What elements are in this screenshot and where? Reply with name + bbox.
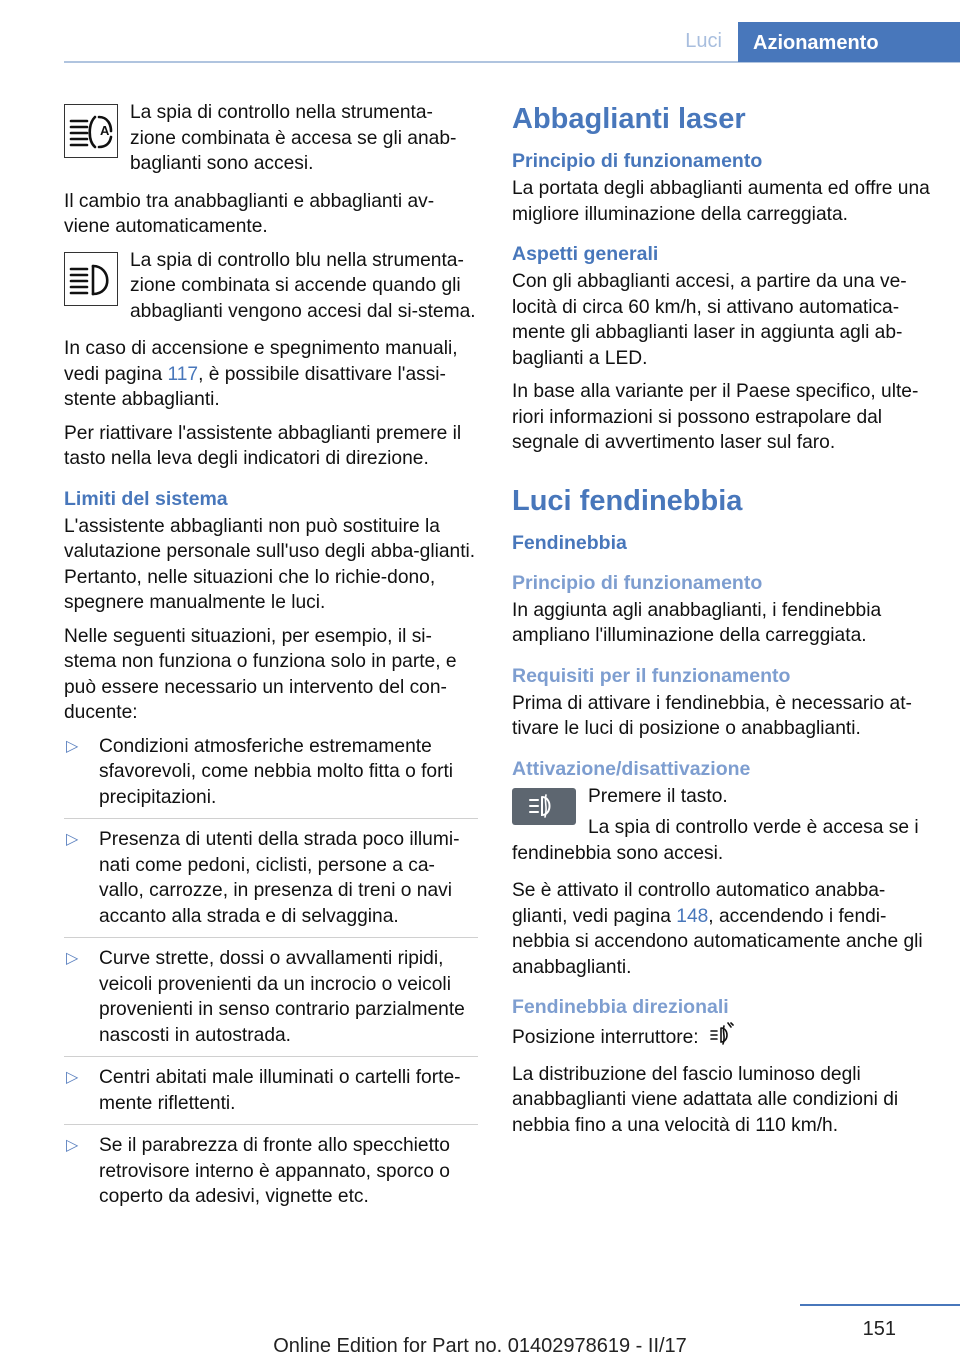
list-item-text: Condizioni atmosferiche estremamente sfavorevoli, come nebbia molto fitta o forti precipitazioni. [99,735,454,808]
list-item [64,827,478,938]
paragraph: L'assistente abbaglianti non può sostituire la valutazione personale sull'uso degli abba-glianti. Pertanto, nelle situazioni che lo richie-dono, spegnere manualmente le luci. [64,515,476,613]
edition-footer: Online Edition for Part no. 01402978619 - II/17 [273,1335,687,1357]
paragraph: La distribuzione del fascio luminoso degli anabbaglianti viene adattata alle condizioni di nebbia fino a una velocità di 110 km/h. [512,1063,899,1136]
fog-light-switch-icon [709,1022,735,1054]
paragraph: La portata degli abbaglianti aumenta ed offre una migliore illuminazione della carreggiata. [512,178,930,225]
heading-directional-fog: Fendinebbia direzionali [512,996,729,1018]
paragraph [512,878,930,980]
paragraph: Con gli abbaglianti accesi, a partire da una ve-locità di circa 60 km/h, si attivano automatica-mente gli abbaglianti laser in aggiunta agli ab-baglianti a LED. [512,271,907,369]
triangle-bullet-icon: ▷ [66,950,79,967]
high-beam-icon [64,252,118,306]
icon2-text: La spia di controllo blu nella strumenta-zione combinata si accende quando gli abbaglianti vengono accesi dal si-stema. [130,249,476,322]
fog-button-block [512,784,930,867]
svg-text:A: A [100,123,110,138]
header-chapter-tab: Azionamento [738,22,960,62]
text: In caso di accensione e spegnimento manuali, vedi pagina [64,338,458,385]
heading-principle: Principio di funzionamento [512,571,763,594]
page-link-148[interactable]: 148 [676,905,709,927]
right-column [512,100,930,1146]
paragraph [512,1022,930,1054]
heading-fog-lights: Luci fendinebbia [512,484,743,517]
text: , accendendo i fendi-nebbia si accendono automaticamente anche gli anabbaglianti. [512,905,923,978]
paragraph: Il cambio tra anabbaglianti e abbaglianti av-viene automaticamente. [64,190,435,237]
triangle-bullet-icon: ▷ [66,737,79,755]
list-item-text: Curve strette, dossi o avvallamenti ripidi, veicoli provenienti da un incrocio o veicoli provenienti in senso contrario parzialmente nascosti in autostrada. [99,948,465,1046]
limitations-list [64,734,478,1218]
page-link-117[interactable]: 117 [167,363,199,385]
high-beam-block [64,248,478,325]
fog-light-button-icon [512,788,576,825]
page-number: 151 [862,1318,896,1340]
heading-system-limits: Limiti del sistema [64,487,228,510]
paragraph: Nelle seguenti situazioni, per esempio, il si-stema non funziona o funziona solo in parte, e può essere necessario un intervento del con-ducente: [64,625,457,723]
heading-principle: Principio di funzionamento [512,150,763,172]
list-item-text: Se il parabrezza di fronte allo specchietto retrovisore interno è appannato, sporco o coperto da adesivi, vignette etc. [99,1135,450,1207]
paragraph: In base alla variante per il Paese specifico, ulte-riori informazioni si possono estrapolare dal segnale di avvertimento laser sul faro. [512,381,919,453]
list-item [64,1133,478,1218]
text: Posizione interruttore: [512,1026,699,1048]
heading-general: Aspetti generali [512,243,659,265]
heading-fog-sub: Fendinebbia [512,531,627,554]
left-column [64,100,478,1226]
paragraph: Prima di attivare i fendinebbia, è necessario at-tivare le luci di posizione o anabbaglianti. [512,692,912,739]
header-section: Luci [685,30,722,52]
triangle-bullet-icon: ▷ [66,1137,79,1154]
footer-rule [800,1304,960,1306]
button-text: La spia di controllo verde è accesa se i fendinebbia sono accesi. [512,817,919,864]
auto-high-beam-assist-icon [64,104,118,158]
heading-requirements: Requisiti per il funzionamento [512,664,791,687]
text: Se è attivato il controllo automatico anabba-glianti, vedi pagina [512,880,886,927]
triangle-bullet-icon: ▷ [66,831,79,848]
button-text: Premere il tasto. [588,785,728,807]
paragraph [64,336,478,413]
paragraph: In aggiunta agli anabbaglianti, i fendinebbia ampliano l'illuminazione della carreggiata. [512,599,882,646]
paragraph: Per riattivare l'assistente abbaglianti premere il tasto nella leva degli indicatori di direzione. [64,422,462,469]
list-item [64,946,478,1057]
list-item-text: Centri abitati male illuminati o cartelli forte-mente riflettenti. [99,1067,461,1114]
heading-activation: Attivazione/disattivazione [512,757,751,780]
list-item [64,734,478,820]
text: , è possibile disattivare l'assi-stente abbaglianti. [64,363,446,410]
triangle-bullet-icon: ▷ [66,1069,79,1086]
auto-low-beam-block [64,100,478,177]
list-item [64,1065,478,1125]
icon1-text: La spia di controllo nella strumenta-zione combinata è accesa se gli anab-baglianti sono accesi. [130,102,457,174]
list-item-text: Presenza di utenti della strada poco illumi-nati come pedoni, ciclisti, persone a ca-vallo, carrozze, in presenza di treni o navi accanto alla strada e di selvaggina. [99,829,460,927]
heading-laser-high-beam: Abbaglianti laser [512,103,746,135]
